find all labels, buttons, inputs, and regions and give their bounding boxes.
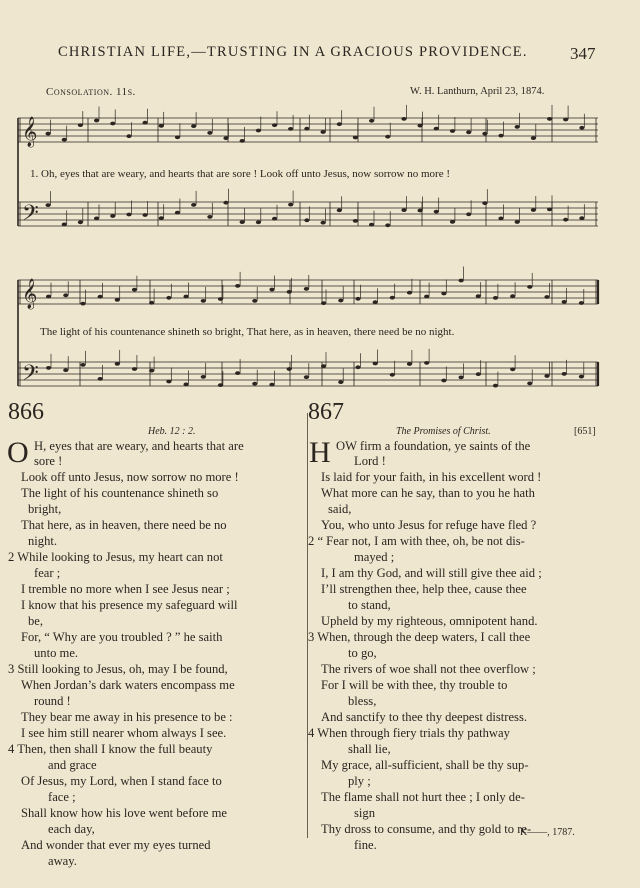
note-head bbox=[482, 132, 487, 136]
note-head bbox=[531, 136, 536, 140]
note-head bbox=[191, 124, 196, 128]
verse-line: You, who unto Jesus for refuge have fled ? bbox=[321, 518, 537, 532]
note-head bbox=[459, 279, 464, 283]
verse-line: I, I am thy God, and will still give thee aid ; bbox=[321, 566, 542, 580]
note-head bbox=[256, 220, 261, 224]
verse-line: 2 While looking to Jesus, my heart can not bbox=[8, 550, 223, 564]
note-head bbox=[355, 297, 360, 301]
attribution: K——, 1787. bbox=[520, 827, 575, 838]
note-head bbox=[256, 129, 261, 133]
verse-line: Lord ! bbox=[354, 454, 386, 468]
note-head bbox=[94, 217, 99, 221]
verse-line: They bear me away in his presence to be : bbox=[21, 710, 233, 724]
note-head bbox=[407, 291, 412, 295]
note-head bbox=[510, 294, 515, 298]
note-head bbox=[493, 296, 498, 300]
note-head bbox=[424, 295, 429, 299]
note-head bbox=[390, 296, 395, 300]
note-head bbox=[466, 130, 471, 134]
note-head bbox=[287, 290, 292, 294]
note-head bbox=[369, 223, 374, 227]
verse-line: 4 When through fiery trials thy pathway bbox=[308, 726, 510, 740]
note-head bbox=[338, 380, 343, 384]
note-head bbox=[450, 220, 455, 224]
note-head bbox=[544, 374, 549, 378]
note-head bbox=[269, 383, 274, 387]
note-head bbox=[407, 362, 412, 366]
clef-icon: 𝄢 bbox=[22, 201, 39, 231]
verse-line: fear ; bbox=[34, 566, 61, 580]
note-head bbox=[373, 300, 378, 304]
verse-line: round ! bbox=[34, 694, 71, 708]
note-head bbox=[304, 287, 309, 291]
verse-line: 4 Then, then shall I know the full beauty bbox=[8, 742, 213, 756]
note-head bbox=[184, 383, 189, 387]
note-head bbox=[321, 130, 326, 134]
note-head bbox=[441, 379, 446, 383]
verse-line: What more can he say, than to you he hath bbox=[321, 486, 535, 500]
note-head bbox=[515, 125, 520, 129]
verse-line: The light of his countenance shineth so bbox=[21, 486, 219, 500]
verse-line: That here, as in heaven, there need be no bbox=[21, 518, 227, 532]
note-head bbox=[115, 298, 120, 302]
verse-line: unto me. bbox=[34, 646, 79, 660]
note-head bbox=[287, 367, 292, 371]
note-head bbox=[579, 301, 584, 305]
note-head bbox=[98, 377, 103, 381]
note-head bbox=[166, 380, 171, 384]
lyric-line-1: 1. Oh, eyes that are weary, and hearts that are sore ! Look off unto Jesus, now sorrow no more ! bbox=[30, 168, 451, 180]
verse-line: fine. bbox=[354, 838, 377, 852]
note-head bbox=[544, 295, 549, 299]
verse-line: night. bbox=[28, 534, 58, 548]
verse-line: I’ll strengthen thee, help thee, cause thee bbox=[321, 582, 527, 596]
verse-line: The flame shall not hurt thee ; I only de- bbox=[321, 790, 525, 804]
note-head bbox=[510, 367, 515, 371]
scripture-reference: Heb. 12 : 2. bbox=[148, 426, 196, 437]
verse-line: bless, bbox=[348, 694, 377, 708]
verse-line: mayed ; bbox=[354, 550, 395, 564]
running-title: CHRISTIAN LIFE,—TRUSTING IN A GRACIOUS PROVIDENCE. bbox=[58, 44, 528, 60]
note-head bbox=[321, 364, 326, 368]
note-head bbox=[143, 121, 148, 125]
note-head bbox=[143, 213, 148, 217]
note-head bbox=[223, 201, 228, 205]
note-head bbox=[166, 296, 171, 300]
note-head bbox=[562, 300, 567, 304]
note-head bbox=[80, 302, 85, 306]
note-head bbox=[337, 122, 342, 126]
note-head bbox=[218, 297, 223, 301]
verse-line: Is laid for your faith, in his excellent word ! bbox=[321, 470, 542, 484]
verse-line: ply ; bbox=[348, 774, 371, 788]
column-divider bbox=[307, 413, 308, 838]
verse-line: sore ! bbox=[34, 454, 63, 468]
note-head bbox=[304, 375, 309, 379]
note-head bbox=[132, 367, 137, 371]
note-head bbox=[201, 375, 206, 379]
verse-line: 2 “ Fear not, I am with thee, oh, be not dis- bbox=[308, 534, 525, 548]
note-head bbox=[579, 375, 584, 379]
verse-line: The rivers of woe shall not thee overflow ; bbox=[321, 662, 536, 676]
note-head bbox=[353, 219, 358, 223]
note-head bbox=[418, 124, 423, 128]
verse-line: and grace bbox=[48, 758, 97, 772]
hymn-number: 867 bbox=[308, 399, 344, 425]
note-head bbox=[418, 209, 423, 213]
note-head bbox=[63, 368, 68, 372]
hymn-code: [651] bbox=[574, 426, 596, 437]
note-head bbox=[459, 376, 464, 380]
note-head bbox=[547, 117, 552, 121]
note-head bbox=[498, 217, 503, 221]
note-head bbox=[515, 220, 520, 224]
verse-line: to stand, bbox=[348, 598, 391, 612]
note-head bbox=[321, 221, 326, 225]
verse-line: each day, bbox=[48, 822, 95, 836]
note-head bbox=[252, 299, 257, 303]
verse-line: away. bbox=[48, 854, 77, 868]
note-head bbox=[434, 210, 439, 214]
verse-line: shall lie, bbox=[348, 742, 391, 756]
note-head bbox=[337, 208, 342, 212]
note-head bbox=[207, 215, 212, 219]
note-head bbox=[184, 295, 189, 299]
lyric-line-2: The light of his countenance shineth so bright, That here, as in heaven, there need be no night. bbox=[40, 326, 455, 338]
verse-line: be, bbox=[28, 614, 44, 628]
note-head bbox=[207, 131, 212, 135]
note-head bbox=[126, 134, 131, 138]
music-score bbox=[0, 0, 640, 410]
verse-line: 3 Still looking to Jesus, oh, may I be found, bbox=[8, 662, 228, 676]
clef-icon: 𝄢 bbox=[22, 361, 39, 391]
tune-composer: W. H. Lanthurn, April 23, 1874. bbox=[410, 86, 545, 97]
note-head bbox=[476, 372, 481, 376]
verse-line: I see him still nearer whom always I see. bbox=[21, 726, 227, 740]
verse-line: sign bbox=[354, 806, 375, 820]
clef-icon: 𝄞 bbox=[22, 117, 38, 147]
note-head bbox=[218, 383, 223, 387]
note-head bbox=[531, 208, 536, 212]
note-head bbox=[369, 119, 374, 123]
note-head bbox=[401, 117, 406, 121]
note-head bbox=[191, 203, 196, 207]
note-head bbox=[110, 214, 115, 218]
verse-line: 3 When, through the deep waters, I call thee bbox=[308, 630, 531, 644]
note-head bbox=[373, 362, 378, 366]
note-head bbox=[527, 285, 532, 289]
note-head bbox=[579, 216, 584, 220]
note-head bbox=[252, 382, 257, 386]
note-head bbox=[304, 218, 309, 222]
clef-icon: 𝄞 bbox=[22, 279, 38, 309]
drop-cap: O bbox=[7, 436, 29, 469]
note-head bbox=[63, 293, 68, 297]
note-head bbox=[62, 223, 67, 227]
note-head bbox=[424, 361, 429, 365]
verse-line: said, bbox=[328, 502, 352, 516]
note-head bbox=[78, 123, 83, 127]
note-head bbox=[159, 124, 164, 128]
verse-line: For, “ Why are you troubled ? ” he saith bbox=[21, 630, 223, 644]
note-head bbox=[563, 218, 568, 222]
note-head bbox=[562, 372, 567, 376]
verse-line: And sanctify to thee thy deepest distress. bbox=[321, 710, 528, 724]
note-head bbox=[272, 123, 277, 127]
note-head bbox=[80, 363, 85, 367]
note-head bbox=[466, 212, 471, 216]
note-head bbox=[94, 119, 99, 123]
verse-line: Shall know how his love went before me bbox=[21, 806, 228, 820]
note-head bbox=[476, 294, 481, 298]
note-head bbox=[235, 284, 240, 288]
note-head bbox=[223, 136, 228, 140]
note-head bbox=[175, 211, 180, 215]
note-head bbox=[98, 295, 103, 299]
note-head bbox=[235, 371, 240, 375]
note-head bbox=[355, 365, 360, 369]
note-head bbox=[240, 220, 245, 224]
note-head bbox=[304, 127, 309, 131]
hymn-title: The Promises of Christ. bbox=[396, 426, 491, 437]
verse-line: face ; bbox=[48, 790, 76, 804]
verse-line: My grace, all-sufficient, shall be thy sup- bbox=[321, 758, 529, 772]
note-head bbox=[390, 373, 395, 377]
note-head bbox=[149, 301, 154, 305]
note-head bbox=[401, 208, 406, 212]
note-head bbox=[563, 118, 568, 122]
note-head bbox=[240, 139, 245, 143]
note-head bbox=[547, 208, 552, 212]
note-head bbox=[62, 138, 67, 142]
note-head bbox=[493, 384, 498, 388]
verse-line: Thy dross to consume, and thy gold to re- bbox=[321, 822, 532, 836]
verse-line: Upheld by my righteous, omnipotent hand. bbox=[321, 614, 538, 628]
note-head bbox=[482, 201, 487, 205]
note-head bbox=[385, 135, 390, 139]
verse-line: OW firm a foundation, ye saints of the bbox=[336, 439, 531, 453]
verse-line: And wonder that ever my eyes turned bbox=[21, 838, 211, 852]
note-head bbox=[450, 129, 455, 133]
note-head bbox=[159, 216, 164, 220]
verse-line: When Jordan’s dark waters encompass me bbox=[21, 678, 235, 692]
verse-line: For I will be with thee, thy trouble to bbox=[321, 678, 508, 692]
note-head bbox=[288, 127, 293, 131]
verse-line: I tremble no more when I see Jesus near ; bbox=[21, 582, 230, 596]
note-head bbox=[126, 213, 131, 217]
verse-line: to go, bbox=[348, 646, 377, 660]
hymn-number: 866 bbox=[8, 399, 44, 425]
note-head bbox=[46, 295, 51, 299]
note-head bbox=[78, 220, 83, 224]
verse-line: H, eyes that are weary, and hearts that are bbox=[34, 439, 244, 453]
note-head bbox=[269, 288, 274, 292]
note-head bbox=[272, 217, 277, 221]
drop-cap: H bbox=[309, 436, 331, 469]
note-head bbox=[175, 135, 180, 139]
note-head bbox=[46, 132, 51, 136]
note-head bbox=[498, 134, 503, 138]
note-head bbox=[579, 126, 584, 130]
note-head bbox=[434, 127, 439, 131]
note-head bbox=[110, 122, 115, 126]
note-head bbox=[353, 136, 358, 140]
verse-line: Of Jesus, my Lord, when I stand face to bbox=[21, 774, 222, 788]
note-head bbox=[385, 223, 390, 227]
note-head bbox=[527, 382, 532, 386]
note-head bbox=[201, 299, 206, 303]
note-head bbox=[441, 292, 446, 296]
verse-line: Look off unto Jesus, now sorrow no more ! bbox=[21, 470, 239, 484]
note-head bbox=[46, 203, 51, 207]
verse-line: I know that his presence my safeguard will bbox=[21, 598, 238, 612]
note-head bbox=[338, 299, 343, 303]
note-head bbox=[149, 369, 154, 373]
note-head bbox=[288, 203, 293, 207]
note-head bbox=[321, 301, 326, 305]
note-head bbox=[132, 288, 137, 292]
note-head bbox=[46, 366, 51, 370]
tune-name: Consolation. 11s. bbox=[46, 86, 136, 98]
verse-line: bright, bbox=[28, 502, 62, 516]
page-number: 347 bbox=[570, 44, 596, 63]
note-head bbox=[115, 362, 120, 366]
